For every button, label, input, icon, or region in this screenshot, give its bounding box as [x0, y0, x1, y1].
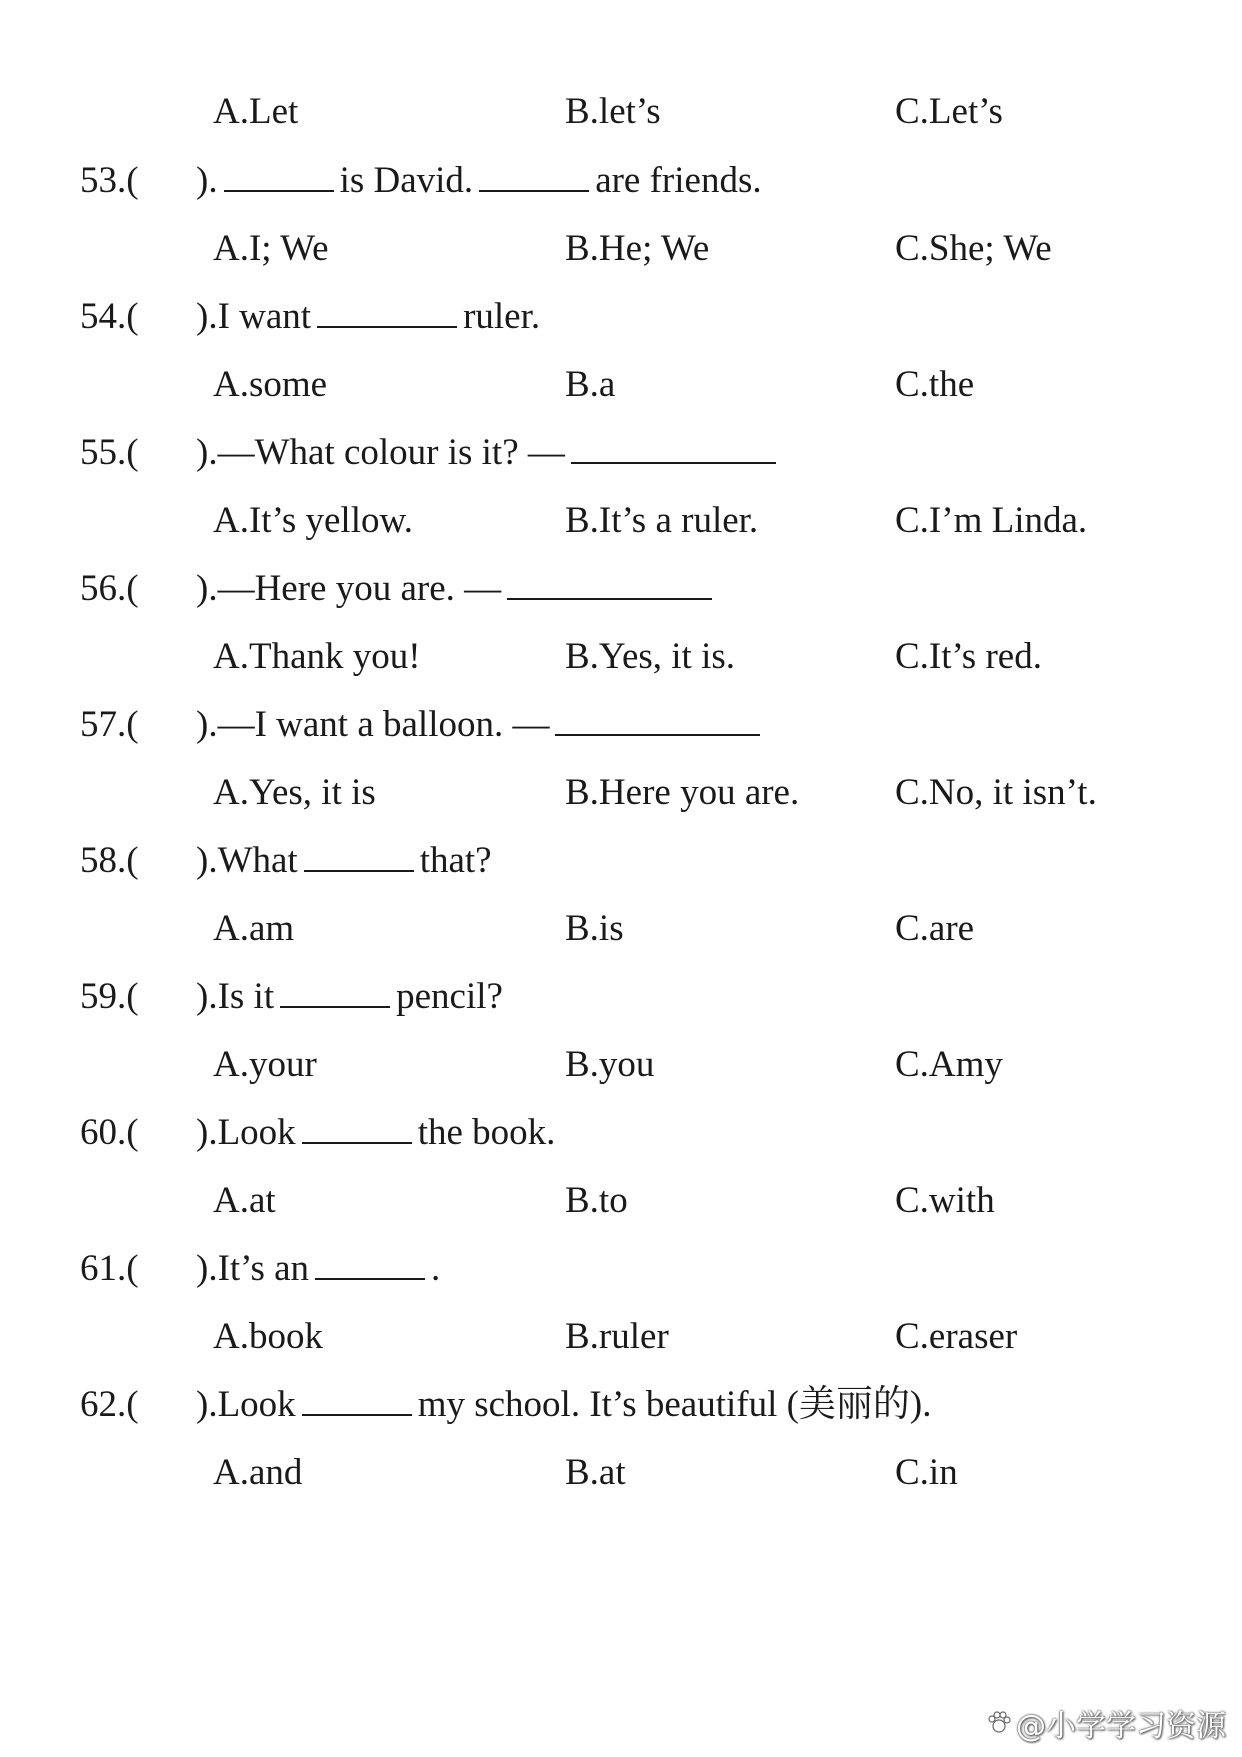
option-c: C.No, it isn’t. — [895, 772, 1097, 813]
question-text: ).Look my school. It’s beautiful (美丽的). — [196, 1375, 932, 1435]
question-text-part: . — [431, 1248, 441, 1289]
option-b: B.a — [565, 364, 616, 405]
question-text: ).What that? — [196, 831, 492, 891]
option-c: C.I’m Linda. — [895, 500, 1088, 541]
question-text-part: Look — [217, 1384, 296, 1425]
answer-blank[interactable] — [302, 1108, 412, 1144]
answer-blank[interactable] — [302, 1380, 412, 1416]
question-text: ).—What colour is it? — — [196, 423, 782, 483]
options-row — [0, 627, 1242, 687]
question-text: ). is David. are friends. — [196, 151, 762, 211]
question-text-part: ruler. — [463, 296, 541, 337]
answer-blank[interactable] — [555, 700, 760, 736]
option-a: A.Let — [213, 91, 299, 132]
options-row — [0, 491, 1242, 551]
question-row — [0, 695, 1242, 755]
question-row — [0, 287, 1242, 347]
option-a: A.It’s yellow. — [213, 500, 414, 541]
answer-paren-close: ) — [196, 1248, 209, 1289]
question-text-part: pencil? — [396, 976, 503, 1017]
option-c: C.in — [895, 1452, 958, 1493]
watermark-text: @小学学习资源 — [1016, 1709, 1226, 1744]
question-text-part: Is it — [217, 976, 275, 1017]
options-row — [0, 1443, 1242, 1503]
option-b: B.Here you are. — [565, 772, 800, 813]
answer-blank[interactable] — [507, 564, 712, 600]
question-text-part: —What colour is it? — — [217, 432, 565, 473]
option-c: C.the — [895, 364, 975, 405]
question-text-part: my school. It’s beautiful (美丽的). — [417, 1384, 932, 1425]
option-a: A.Yes, it is — [213, 772, 376, 813]
question-number: 62.( — [80, 1384, 139, 1425]
option-b: B.to — [565, 1180, 628, 1221]
answer-blank[interactable] — [224, 156, 334, 192]
question-text: ).—I want a balloon. — — [196, 695, 766, 755]
options-row — [0, 355, 1242, 415]
paw-logo-icon — [986, 1710, 1012, 1736]
option-a: A.your — [213, 1044, 317, 1085]
question-text-part: —I want a balloon. — — [217, 704, 550, 745]
option-b: B.It’s a ruler. — [565, 500, 759, 541]
options-row — [0, 1171, 1242, 1231]
answer-blank[interactable] — [479, 156, 589, 192]
option-b: B.you — [565, 1044, 655, 1085]
question-text-part: that? — [419, 840, 492, 881]
option-c: C.are — [895, 908, 975, 949]
option-b: B.Yes, it is. — [565, 636, 736, 677]
option-b: B.at — [565, 1452, 626, 1493]
options-row — [0, 763, 1242, 823]
option-b: B.let’s — [565, 91, 661, 132]
question-number: 57.( — [80, 704, 139, 745]
answer-paren-close: ) — [196, 976, 209, 1017]
answer-paren-close: ) — [196, 840, 209, 881]
question-text: ).—Here you are. — — [196, 559, 718, 619]
question-number: 60.( — [80, 1112, 139, 1153]
option-b: B.ruler — [565, 1316, 669, 1357]
question-row — [0, 967, 1242, 1027]
option-a: A.at — [213, 1180, 276, 1221]
answer-blank[interactable] — [317, 292, 457, 328]
question-text: ).It’s an . — [196, 1239, 440, 1299]
question-text-part: I want — [217, 296, 312, 337]
question-text-part: What — [217, 840, 298, 881]
question-number: 55.( — [80, 432, 139, 473]
options-row — [0, 1307, 1242, 1367]
question-text: ).I want ruler. — [196, 287, 540, 347]
option-c: C.eraser — [895, 1316, 1018, 1357]
question-text-part: Look — [217, 1112, 296, 1153]
question-text: ).Look the book. — [196, 1103, 555, 1163]
question-number: 56.( — [80, 568, 139, 609]
option-a: A.some — [213, 364, 328, 405]
option-a: A.I; We — [213, 228, 329, 269]
answer-paren-close: ) — [196, 1112, 209, 1153]
option-a: A.book — [213, 1316, 323, 1357]
option-c: C.Let’s — [895, 91, 1003, 132]
question-text: ).Is it pencil? — [196, 967, 503, 1027]
question-row — [0, 1103, 1242, 1163]
question-row — [0, 1375, 1242, 1435]
answer-blank[interactable] — [304, 836, 414, 872]
options-row — [0, 1035, 1242, 1095]
question-row — [0, 423, 1242, 483]
question-text-part: the book. — [417, 1112, 556, 1153]
question-row — [0, 1239, 1242, 1299]
question-row — [0, 831, 1242, 891]
option-a: A.am — [213, 908, 295, 949]
answer-blank[interactable] — [571, 428, 776, 464]
answer-paren-close: ) — [196, 296, 209, 337]
question-number: 54.( — [80, 296, 139, 337]
question-number: 59.( — [80, 976, 139, 1017]
options-row — [0, 899, 1242, 959]
option-c: C.with — [895, 1180, 995, 1221]
question-text-part: are friends. — [595, 160, 762, 201]
answer-paren-close: ) — [196, 568, 209, 609]
question-row — [0, 151, 1242, 211]
option-b: B.He; We — [565, 228, 710, 269]
answer-paren-close: ) — [196, 160, 209, 201]
answer-paren-close: ) — [196, 704, 209, 745]
question-text-part: is David. — [339, 160, 474, 201]
question-text-part: —Here you are. — — [217, 568, 502, 609]
option-c: C.It’s red. — [895, 636, 1042, 677]
option-c: C.Amy — [895, 1044, 1003, 1085]
option-a: A.Thank you! — [213, 636, 421, 677]
answer-paren-close: ) — [196, 1384, 209, 1425]
header-options-row — [0, 82, 1242, 142]
question-row — [0, 559, 1242, 619]
question-number: 53.( — [80, 160, 139, 201]
option-c: C.She; We — [895, 228, 1052, 269]
answer-paren-close: ) — [196, 432, 209, 473]
option-b: B.is — [565, 908, 624, 949]
answer-blank[interactable] — [280, 972, 390, 1008]
question-text-part: It’s an — [217, 1248, 310, 1289]
answer-blank[interactable] — [315, 1244, 425, 1280]
question-number: 61.( — [80, 1248, 139, 1289]
watermark — [986, 1701, 1226, 1745]
option-a: A.and — [213, 1452, 303, 1493]
options-row — [0, 219, 1242, 279]
question-number: 58.( — [80, 840, 139, 881]
